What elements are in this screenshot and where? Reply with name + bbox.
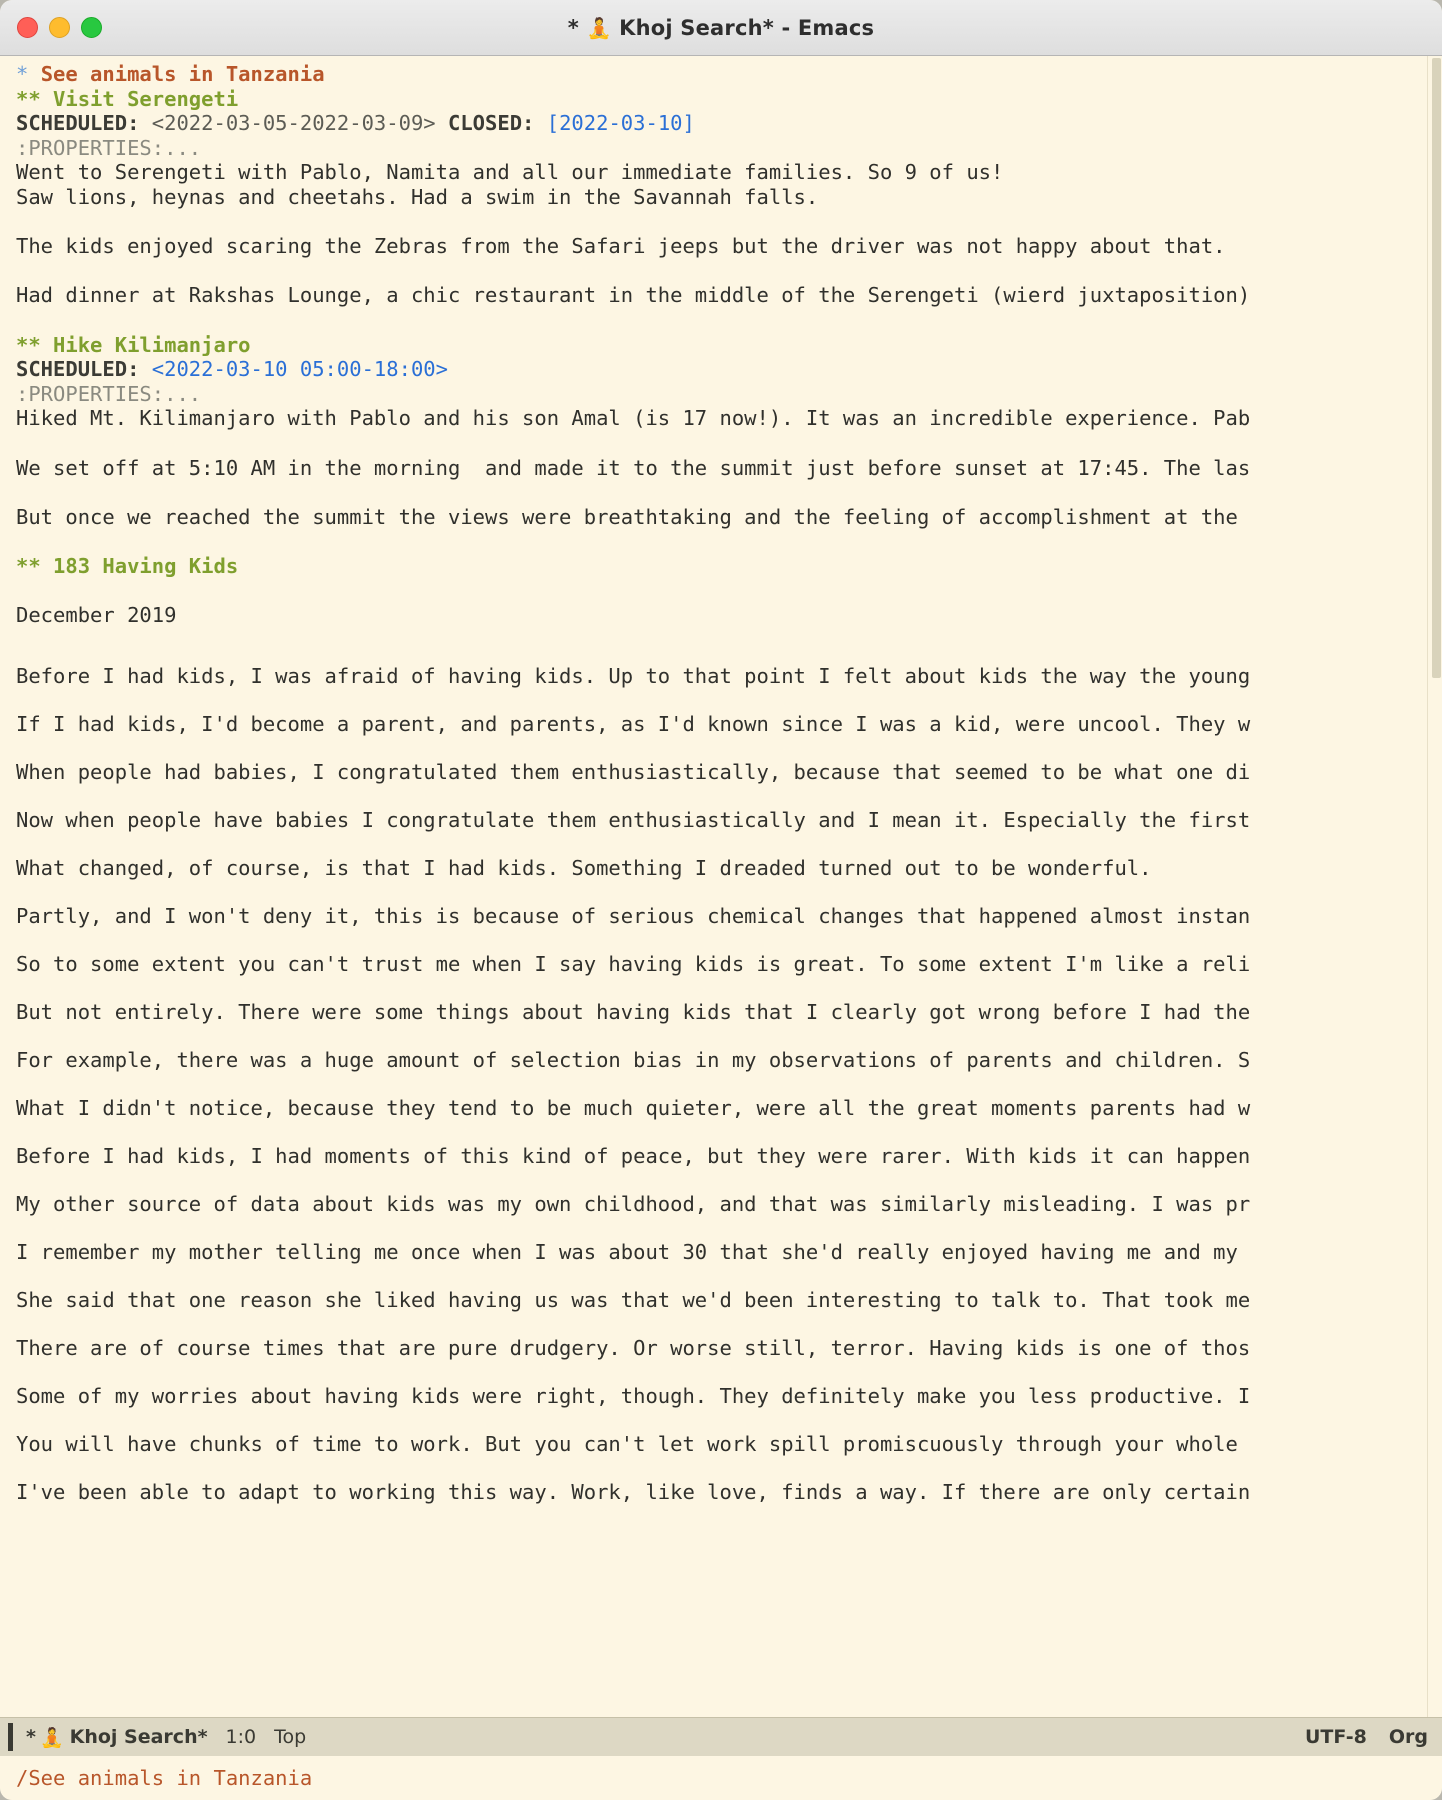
paragraph-text: Hiked Mt. Kilimanjaro with Pablo and his son Amal (is 17 now!). It was an incredible experience. Pab xyxy=(16,406,1251,431)
buffer-line xyxy=(0,382,1442,407)
title-bar xyxy=(0,0,1442,56)
buffer-line xyxy=(0,603,1442,628)
buffer-line xyxy=(0,1180,1442,1228)
close-button[interactable] xyxy=(17,17,38,38)
buddha-icon: 🧘 xyxy=(39,1726,64,1749)
org-properties-drawer[interactable]: :PROPERTIES:... xyxy=(16,135,202,160)
paragraph-text: Went to Serengeti with Pablo, Namita and all our immediate families. So 9 of us! xyxy=(16,160,1004,185)
org-heading-level-1[interactable]: See animals in Tanzania xyxy=(40,62,325,86)
paragraph-text: Now when people have babies I congratulate them enthusiastically and I mean it. Especially the first xyxy=(16,808,1251,833)
mode-line-indicator xyxy=(8,1723,13,1751)
buffer-line xyxy=(0,748,1442,796)
paragraph-text: So to some extent you can't trust me when I say having kids is great. To some extent I'm like a reli xyxy=(16,952,1251,977)
buffer-line xyxy=(0,1468,1442,1516)
org-scheduled-keyword: SCHEDULED: xyxy=(16,111,140,136)
org-bullet: ** xyxy=(16,553,41,578)
paragraph-text: My other source of data about kids was my own childhood, and that was similarly misleading. I was pr xyxy=(16,1192,1251,1217)
mode-line xyxy=(0,1717,1442,1756)
org-timestamp[interactable]: <2022-03-05-2022-03-09> xyxy=(151,111,436,136)
buffer-line xyxy=(0,796,1442,844)
window-title-text: Khoj Search* - Emacs xyxy=(619,15,875,40)
org-heading-level-2[interactable]: Visit Serengeti xyxy=(53,86,239,111)
paragraph-text: When people had babies, I congratulated them enthusiastically, because that seemed to be what one di xyxy=(16,760,1251,785)
buffer-lines xyxy=(0,62,1442,1516)
buffer-line xyxy=(0,259,1442,284)
buffer-line xyxy=(0,1420,1442,1468)
traffic-lights xyxy=(17,17,102,38)
buddha-icon: 🧘 xyxy=(586,15,612,40)
buffer-line xyxy=(0,892,1442,940)
buffer-line xyxy=(0,1372,1442,1420)
window-title xyxy=(0,16,1442,40)
mode-line-scroll: Top xyxy=(274,1726,307,1748)
paragraph-text: The kids enjoyed scaring the Zebras from the Safari jeeps but the driver was not happy about that. xyxy=(16,234,1226,259)
paragraph-text: Before I had kids, I was afraid of having kids. Up to that point I felt about kids the way the young xyxy=(16,664,1251,689)
buffer-line xyxy=(0,844,1442,892)
buffer-line xyxy=(0,578,1442,603)
org-closed-timestamp[interactable]: [2022-03-10] xyxy=(546,111,695,136)
org-scheduled-keyword: SCHEDULED: xyxy=(16,357,140,382)
buffer-line xyxy=(0,480,1442,505)
paragraph-text: Saw lions, heynas and cheetahs. Had a swim in the Savannah falls. xyxy=(16,184,819,209)
org-bullet: ** xyxy=(16,86,41,111)
paragraph-text: Partly, and I won't deny it, this is because of serious chemical changes that happened almost instan xyxy=(16,904,1251,929)
window-title-prefix: * xyxy=(567,15,587,40)
buffer-line xyxy=(0,529,1442,554)
org-bullet: * xyxy=(16,62,29,86)
paragraph-text: But not entirely. There were some things about having kids that I clearly got wrong before I had the xyxy=(16,1000,1251,1025)
paragraph-text: For example, there was a huge amount of selection bias in my observations of parents and children. S xyxy=(16,1048,1251,1073)
org-heading-level-2[interactable]: 183 Having Kids xyxy=(53,553,239,578)
buffer-line xyxy=(0,700,1442,748)
buffer-line xyxy=(0,87,1442,112)
buffer-line xyxy=(0,554,1442,579)
buffer-line xyxy=(0,988,1442,1036)
org-bullet: ** xyxy=(16,332,41,357)
right-fringe xyxy=(1427,56,1442,1717)
buffer-line xyxy=(0,1132,1442,1180)
org-properties-drawer[interactable]: :PROPERTIES:... xyxy=(16,381,202,406)
paragraph-text: I remember my mother telling me once when I was about 30 that she'd really enjoyed having me and my xyxy=(16,1240,1251,1265)
buffer-line xyxy=(0,136,1442,161)
buffer-line xyxy=(0,1228,1442,1276)
paragraph-text: You will have chunks of time to work. But you can't let work spill promiscuously through your whole xyxy=(16,1432,1251,1457)
org-timestamp[interactable]: <2022-03-10 05:00-18:00> xyxy=(151,357,448,382)
paragraph-text: December 2019 xyxy=(16,603,177,628)
buffer-line xyxy=(0,1036,1442,1084)
buffer-line xyxy=(0,333,1442,358)
org-heading-level-2[interactable]: Hike Kilimanjaro xyxy=(53,332,251,357)
buffer-line xyxy=(0,1276,1442,1324)
minimize-button[interactable] xyxy=(49,17,70,38)
buffer-line xyxy=(0,160,1442,185)
mode-line-encoding: UTF-8 xyxy=(1304,1726,1367,1748)
buffer-line xyxy=(0,62,1442,87)
text-buffer[interactable] xyxy=(0,56,1442,1717)
buffer-line xyxy=(0,308,1442,333)
paragraph-text: There are of course times that are pure drudgery. Or worse still, terror. Having kids is one of thos xyxy=(16,1336,1251,1361)
paragraph-text: Had dinner at Rakshas Lounge, a chic restaurant in the middle of the Serengeti (wierd juxtaposition) xyxy=(16,283,1251,308)
paragraph-text: Some of my worries about having kids were right, though. They definitely make you less productive. I xyxy=(16,1384,1251,1409)
buffer-line xyxy=(0,940,1442,988)
buffer-line xyxy=(0,1324,1442,1372)
buffer-line xyxy=(0,283,1442,308)
buffer-line xyxy=(0,210,1442,235)
zoom-button[interactable] xyxy=(81,17,102,38)
scrollbar-thumb[interactable] xyxy=(1432,58,1441,678)
buffer-line xyxy=(0,652,1442,700)
buffer-line xyxy=(0,185,1442,210)
buffer-line xyxy=(0,431,1442,456)
buffer-line xyxy=(0,505,1442,530)
buffer-line xyxy=(0,1084,1442,1132)
paragraph-text: What I didn't notice, because they tend to be much quieter, were all the great moments parents had w xyxy=(16,1096,1251,1121)
paragraph-text: I've been able to adapt to working this way. Work, like love, finds a way. If there are only certain xyxy=(16,1480,1251,1505)
org-closed-keyword: CLOSED: xyxy=(447,111,535,136)
buffer-line xyxy=(0,456,1442,481)
paragraph-text: She said that one reason she liked having us was that we'd been interesting to talk to. That took me xyxy=(16,1288,1251,1313)
echo-area[interactable] xyxy=(0,1756,1442,1800)
echo-area-text: /See animals in Tanzania xyxy=(16,1766,313,1790)
buffer-line xyxy=(0,111,1442,136)
mode-line-major-mode[interactable]: Org xyxy=(1388,1726,1428,1748)
paragraph-text: But once we reached the summit the views were breathtaking and the feeling of accomplishment at the xyxy=(16,504,1251,529)
paragraph-text: Before I had kids, I had moments of this kind of peace, but they were rarer. With kids it can happen xyxy=(16,1144,1251,1169)
mode-line-modified: * xyxy=(26,1726,36,1748)
mode-line-position: 1:0 xyxy=(225,1726,257,1748)
buffer-line xyxy=(0,628,1442,653)
mode-line-buffer-name[interactable]: Khoj Search* xyxy=(69,1726,208,1748)
buffer-line xyxy=(0,234,1442,259)
buffer-line xyxy=(0,406,1442,431)
buffer-line xyxy=(0,357,1442,382)
paragraph-text: If I had kids, I'd become a parent, and parents, as I'd known since I was a kid, were uncool. They w xyxy=(16,712,1251,737)
paragraph-text: We set off at 5:10 AM in the morning and made it to the summit just before sunset at 17:45. The las xyxy=(16,455,1251,480)
paragraph-text: What changed, of course, is that I had kids. Something I dreaded turned out to be wonderful. xyxy=(16,856,1152,881)
